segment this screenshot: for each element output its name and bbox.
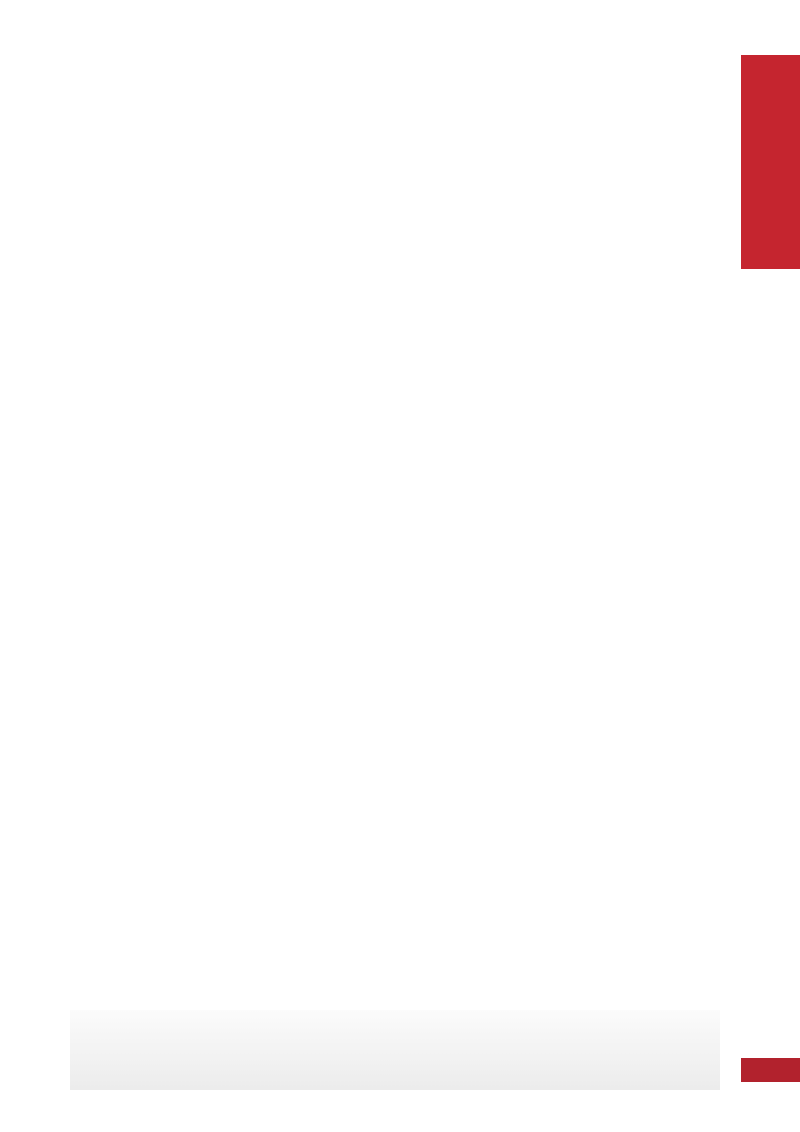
- page-number: [741, 1058, 800, 1082]
- duties-table: [89, 148, 698, 1000]
- chapter-side-tab: [741, 55, 800, 269]
- bottom-faded-area: [70, 1010, 720, 1090]
